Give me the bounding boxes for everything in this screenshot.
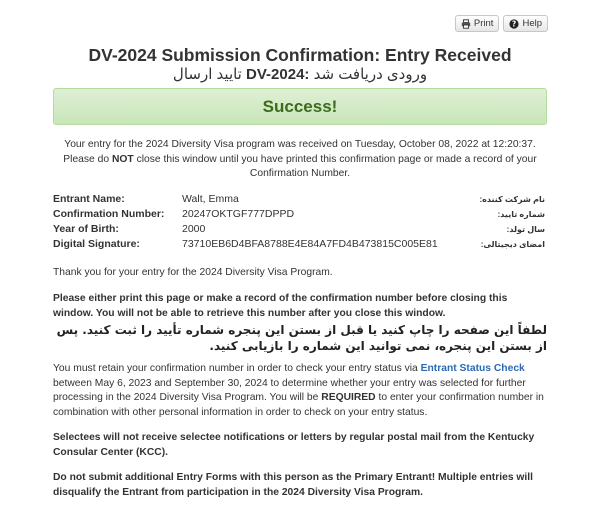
intro-text-after: close this window until you have printed this confirmation page or made a record of your Confirmation Number. <box>136 153 537 179</box>
detail-label-fa: شماره تایید: <box>497 210 545 219</box>
print-warning: Please either print this page or make a record of the confirmation number before closing this window. You will not be able to retrieve this number after you close this window. <box>53 293 508 319</box>
help-button[interactable] <box>503 15 548 32</box>
intro-text <box>50 138 550 182</box>
retain-message <box>53 362 547 420</box>
retain-text-middle: between May 6, 2023 and September 30, 2024 to determine whether your entry was selected for further processing in the 2024 Diversity Visa Program. You will be <box>53 377 526 403</box>
thanks-message: Thank you for your entry for the 2024 Diversity Visa Program. <box>53 267 333 278</box>
retain-text-before: You must retain your confirmation number in order to check your entry status via <box>53 363 418 374</box>
printer-icon <box>461 19 471 29</box>
page-subtitle-fa <box>0 65 600 84</box>
subtitle-fa-pre: ورودی دریافت شد <box>313 66 428 83</box>
detail-value: 73710EB6D4BFA8788E4E84A7FD4B473815C005E81 <box>182 238 438 250</box>
success-banner: Success! <box>53 88 547 125</box>
svg-text:?: ? <box>512 19 517 29</box>
entry-details <box>53 192 545 252</box>
detail-row-digital-signature <box>53 237 545 252</box>
entrant-status-check-link[interactable]: Entrant Status Check <box>420 363 525 374</box>
selectees-notice: Selectees will not receive selectee notifications or letters by regular postal mail from the Kentucky Consular Center (KCC). <box>53 432 535 458</box>
toolbar <box>455 15 548 32</box>
detail-row-entrant-name <box>53 192 545 207</box>
question-circle-icon <box>509 19 519 29</box>
detail-label-fa: سال تولد: <box>506 225 545 234</box>
detail-value: 20247OKTGF777DPPD <box>182 208 295 220</box>
no-additional-entries-notice: Do not submit additional Entry Forms with this person as the Primary Entrant! Multiple entries will disqualify the Entrant from participation in the 2024 Diversity Visa Program. <box>53 472 534 498</box>
detail-value: 2000 <box>182 223 206 235</box>
detail-label: Year of Birth: <box>53 223 119 235</box>
detail-label: Digital Signature: <box>53 238 140 250</box>
detail-label-fa: امضای دیجیتالی: <box>480 240 545 249</box>
help-button-label: Help <box>522 18 542 29</box>
detail-value: Walt, Emma <box>182 193 239 205</box>
print-warning-fa: لطفاً این صفحه را چاپ کنید یا قبل از بستن این پنجره شماره تأیید را ثبت کنید. پس از بستن این پنجره، نمی توانید این شماره را بازیابی کنید. <box>56 323 547 353</box>
page-title: DV-2024 Submission Confirmation: Entry Received <box>88 45 512 65</box>
intro-text-before: Your entry for the 2024 Diversity Visa program was received on Tuesday, October 08, 2022 at 12:20:37. Please do <box>63 139 536 165</box>
retain-text-after: to enter your confirmation number in combination with other personal information in order to check on your entry status. <box>53 392 544 418</box>
subtitle-code: DV-2024: <box>246 66 310 83</box>
detail-row-year-of-birth <box>53 222 545 237</box>
subtitle-fa-post: تایید ارسال <box>172 66 242 83</box>
detail-row-confirmation-number <box>53 207 545 222</box>
detail-label: Entrant Name: <box>53 193 125 205</box>
detail-label-fa: نام شرکت کننده: <box>479 195 545 204</box>
detail-label: Confirmation Number: <box>53 208 165 220</box>
retain-required-word: REQUIRED <box>321 392 376 403</box>
print-button-label: Print <box>473 18 494 29</box>
intro-not-word: NOT <box>111 153 134 165</box>
print-button[interactable] <box>455 15 500 32</box>
